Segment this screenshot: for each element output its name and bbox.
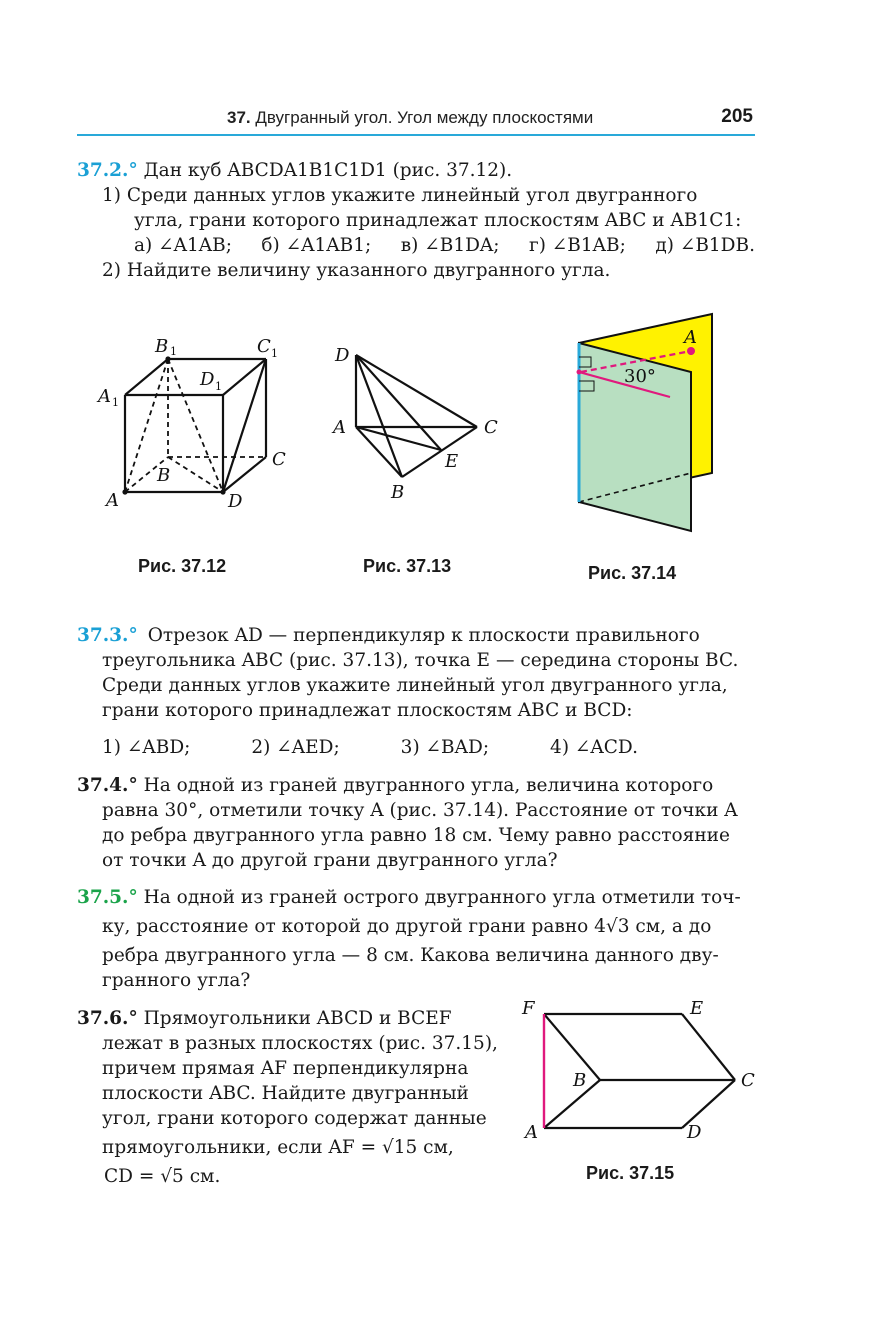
problem-number: 37.6.° <box>77 1008 138 1029</box>
label-D: D <box>687 1122 702 1143</box>
label-A1: A <box>98 386 111 407</box>
problem-37-6-line-5: угол, грани которого содержат данные <box>102 1108 487 1129</box>
label-A: A <box>333 417 346 438</box>
label-E: E <box>690 998 704 1019</box>
label-A: A <box>106 490 119 511</box>
svg-text:1: 1 <box>112 396 119 409</box>
option: б) ∠A1AB1; <box>261 235 372 256</box>
label-B: B <box>157 465 171 486</box>
problem-37-6-line-4: плоскости ABC. Найдите двугранный <box>102 1083 469 1104</box>
option: а) ∠A1AB; <box>134 235 232 256</box>
problem-37-4-line-3: до ребра двугранного угла равно 18 см. Чему равно расстояние <box>102 825 730 846</box>
svg-text:1: 1 <box>170 345 177 358</box>
problem-37-2-q2: 2) Найдите величину указанного двугранного угла. <box>102 260 611 281</box>
option: 3) ∠BAD; <box>400 737 490 758</box>
label-D: D <box>228 491 243 512</box>
section-title: 37. Двугранный угол. Угол между плоскостями <box>227 108 594 127</box>
problem-37-4-line-4: от точки A до другой грани двугранного угла? <box>102 850 558 871</box>
option: 2) ∠AED; <box>251 737 340 758</box>
problem-37-3-line-4: грани которого принадлежат плоскостям ABC и BCD: <box>102 700 633 721</box>
problem-37-5-line-2: ку, расстояние от которой до другой грани равно 4√3 см, а до <box>102 916 712 937</box>
figure-37-12-cube <box>90 320 310 520</box>
problem-37-6-line-1: 37.6.° Прямоугольники ABCD и BCEF <box>77 1008 452 1029</box>
option: 1) ∠ABD; <box>102 737 191 758</box>
problem-number: 37.2.° <box>77 160 138 181</box>
label-D: D <box>335 345 350 366</box>
problem-37-2-options <box>134 233 755 258</box>
svg-text:1: 1 <box>271 347 278 360</box>
problem-37-2-q1b: угла, грани которого принадлежат плоскостям ABC и AB1C1: <box>134 210 742 231</box>
figure-37-14 <box>560 305 730 545</box>
label-A: A <box>684 327 697 348</box>
problem-37-5-line-4: гранного угла? <box>102 970 251 991</box>
problem-number: 37.3.° <box>77 625 138 646</box>
problem-37-5-line-3: ребра двугранного угла — 8 см. Какова величина данного дву- <box>102 945 719 966</box>
label-F: F <box>522 998 535 1019</box>
caption-37-14: Рис. 37.14 <box>588 563 677 583</box>
problem-37-3-line-2: треугольника ABC (рис. 37.13), точка E — середина стороны BC. <box>102 650 739 671</box>
label-C: C <box>272 449 286 470</box>
angle-label: 30° <box>624 366 656 387</box>
problem-37-6-line-2: лежат в разных плоскостях (рис. 37.15), <box>102 1033 498 1054</box>
label-A: A <box>525 1122 538 1143</box>
problem-37-6-line-3: причем прямая AF перпендикулярна <box>102 1058 469 1079</box>
label-B: B <box>391 482 405 503</box>
problem-37-4-line-2: равна 30°, отметили точку A (рис. 37.14). Расстояние от точки A <box>102 800 738 821</box>
option: в) ∠B1DA; <box>400 235 500 256</box>
problem-37-5-line-1: 37.5.° На одной из граней острого двугранного угла отметили точ- <box>77 887 741 908</box>
label-B: B <box>573 1070 587 1091</box>
problem-37-6-line-6: прямоугольники, если AF = √15 см, <box>102 1137 454 1158</box>
running-header <box>77 104 755 136</box>
problem-37-2-intro <box>77 158 512 183</box>
label-C1: C <box>257 336 271 357</box>
label-C: C <box>484 417 498 438</box>
label-C: C <box>741 1070 755 1091</box>
page-number: 205 <box>721 106 753 127</box>
svg-text:1: 1 <box>215 380 222 393</box>
label-D1: D <box>200 369 215 390</box>
problem-37-3-line-3: Среди данных углов укажите линейный угол двугранного угла, <box>102 675 728 696</box>
option: г) ∠B1AB; <box>529 235 626 256</box>
label-E: E <box>445 451 459 472</box>
problem-37-2-q1a: 1) Среди данных углов укажите линейный угол двугранного <box>102 185 698 206</box>
problem-text: Дан куб ABCDA1B1C1D1 (рис. 37.12). <box>143 160 513 181</box>
problem-37-3-line-1: 37.3.° Отрезок AD — перпендикуляр к плоскости правильного <box>77 625 700 646</box>
problem-number: 37.5.° <box>77 887 138 908</box>
option: д) ∠B1DB. <box>655 235 755 256</box>
option: 4) ∠ACD. <box>550 737 638 758</box>
label-B1: B <box>155 336 169 357</box>
problem-37-4-line-1: 37.4.° На одной из граней двугранного угла, величина которого <box>77 775 714 796</box>
figure-37-15 <box>515 995 765 1150</box>
problem-number: 37.4.° <box>77 775 138 796</box>
problem-37-3-options <box>102 735 638 760</box>
caption-37-15: Рис. 37.15 <box>586 1163 675 1183</box>
caption-37-13: Рис. 37.13 <box>363 556 452 576</box>
problem-37-6-line-7: CD = √5 см. <box>104 1166 221 1187</box>
figure-37-13 <box>325 335 515 510</box>
caption-37-12: Рис. 37.12 <box>138 556 227 576</box>
